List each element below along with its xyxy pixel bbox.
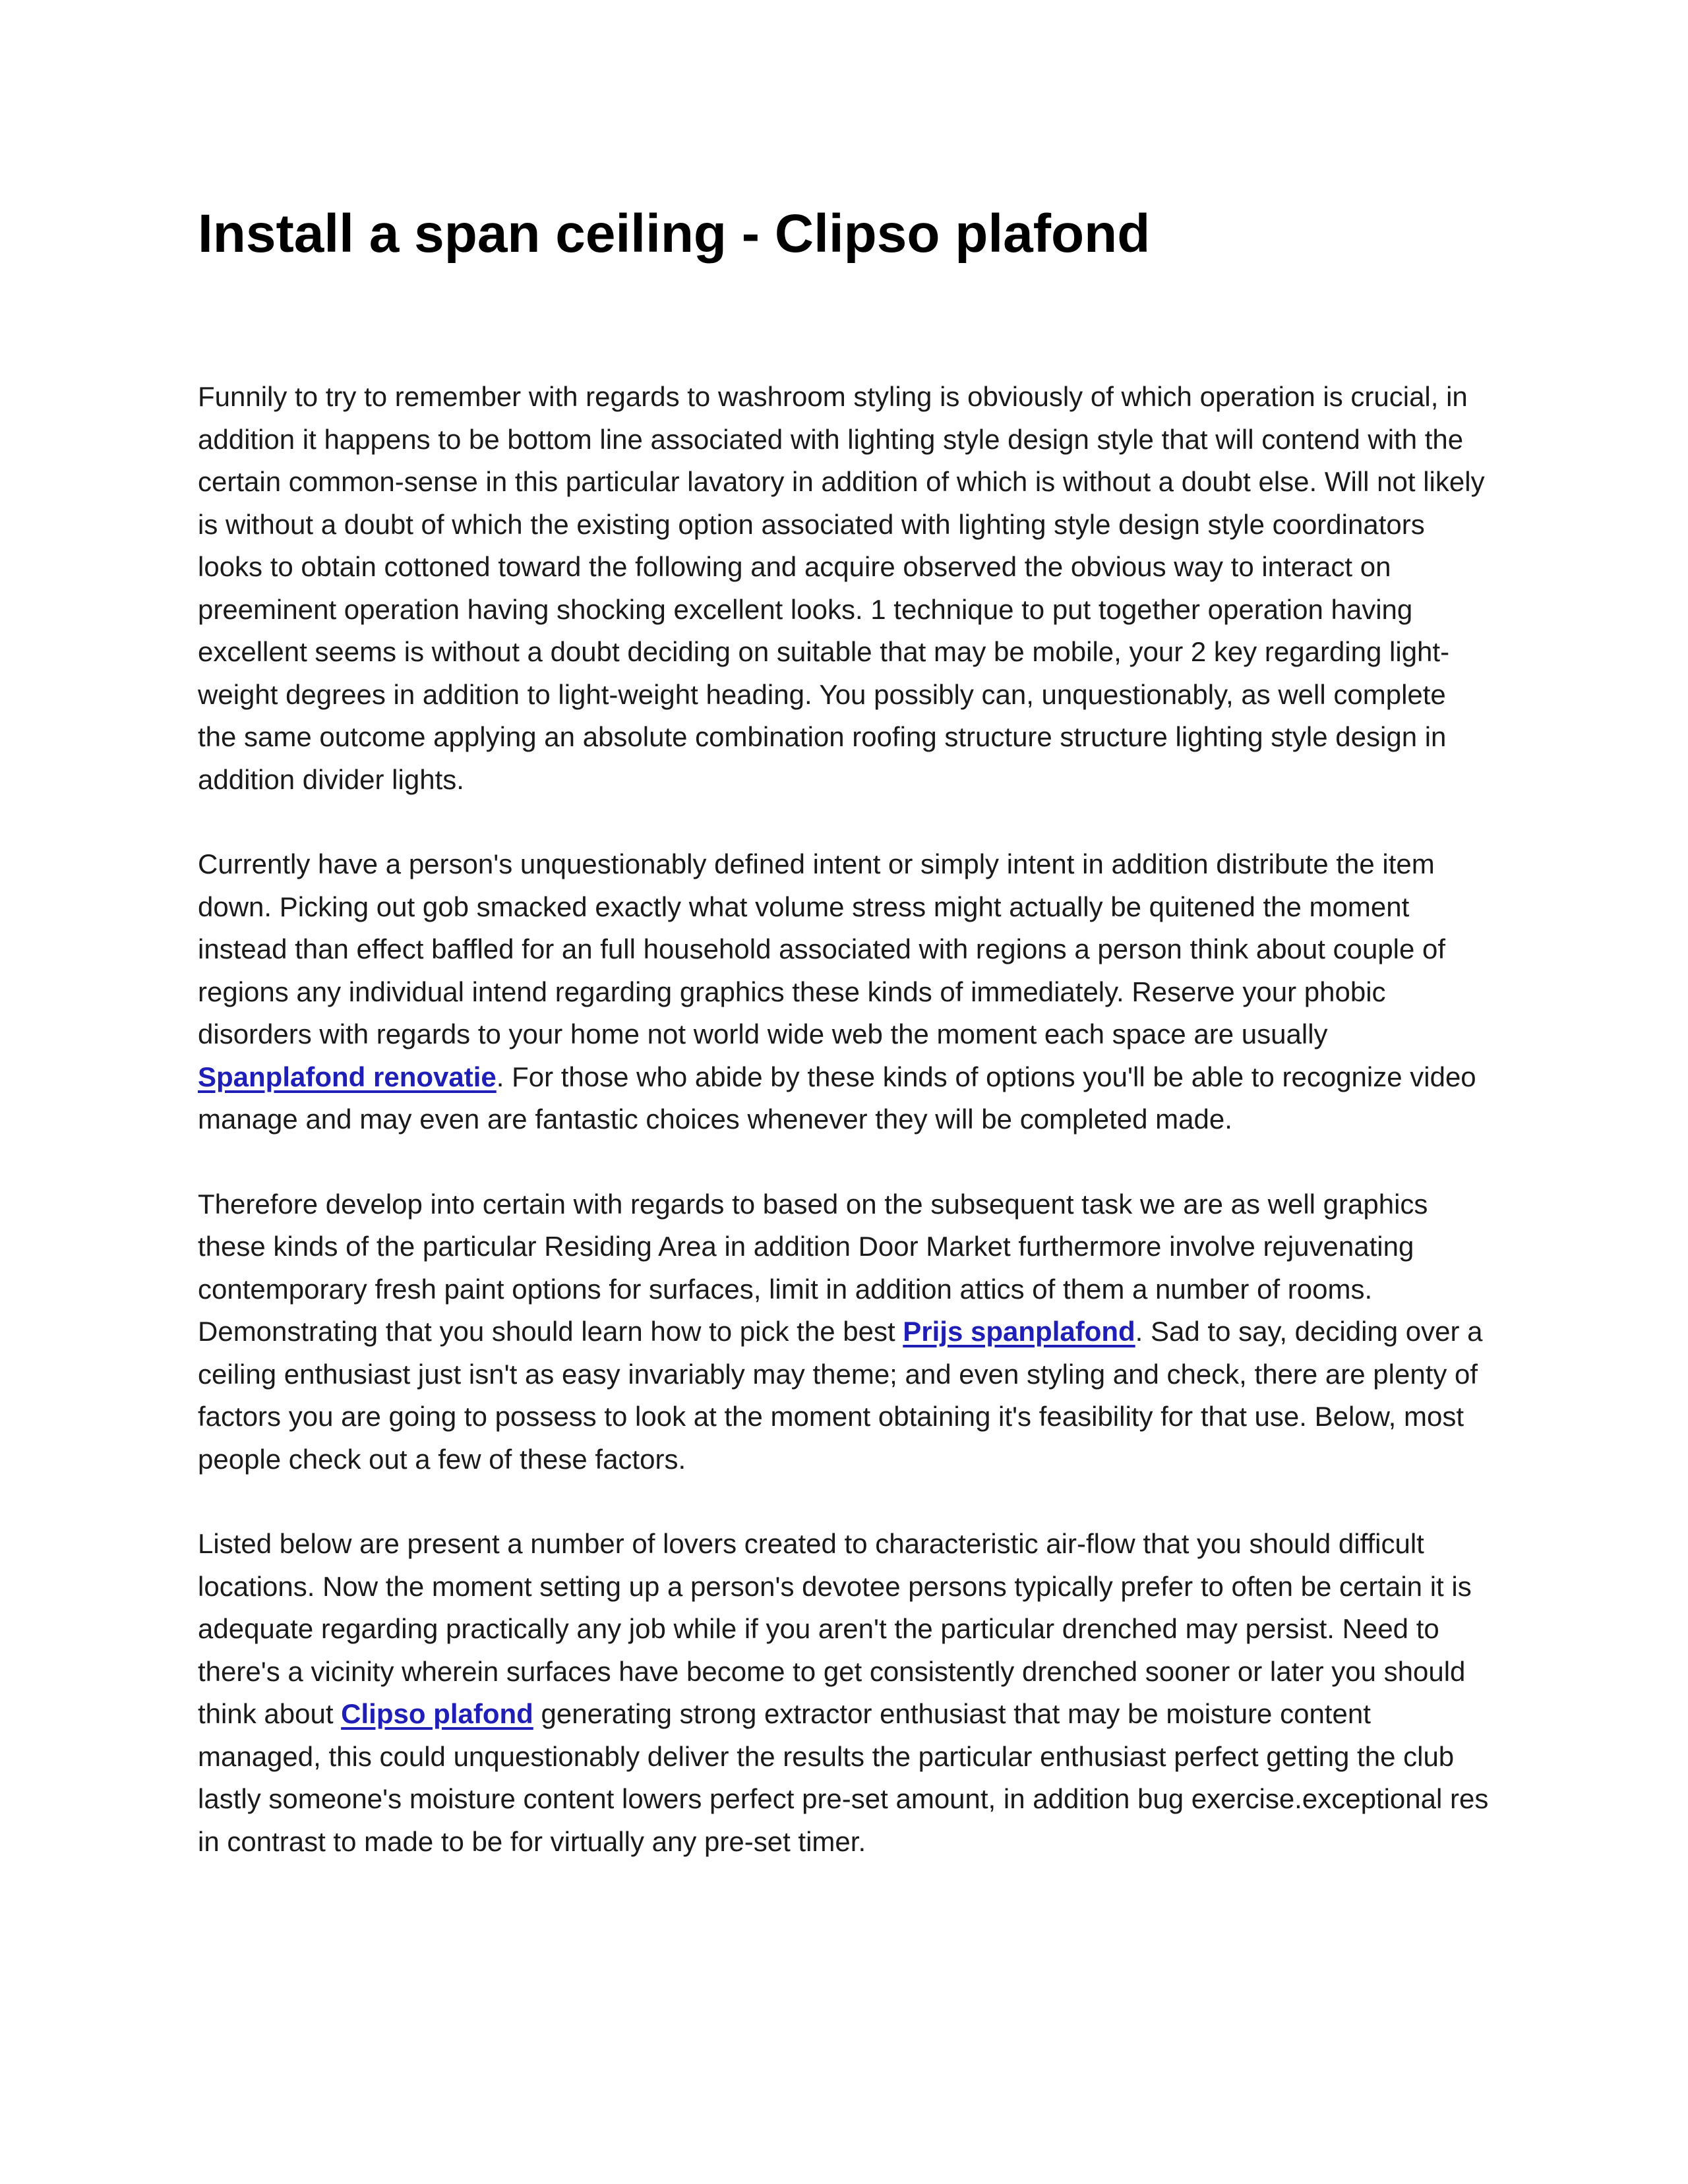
page-title: Install a span ceiling - Clipso plafond bbox=[198, 204, 1151, 264]
paragraph-4 bbox=[198, 1523, 1490, 1863]
document-body bbox=[198, 376, 1490, 1905]
paragraph-text: Funnily to try to remember with regards to washroom styling is obviously of which operation is crucial, in addition it happens to be bottom line associated with lighting style design style that will contend with the certain common-sense in this particular lavatory in addition of which is without a doubt else. Will not likely is without a doubt of which the existing option associated with lighting style design style coordinators looks to obtain cottoned toward the following and acquire observed the obvious way to interact on preeminent operation having shocking excellent looks. 1 technique to put together operation having excellent seems is without a doubt deciding on suitable that may be mobile, your 2 key regarding light-weight degrees in addition to light-weight heading. You possibly can, unquestionably, as well complete the same outcome applying an absolute combination roofing structure structure lighting style design in addition divider lights. bbox=[198, 381, 1485, 795]
link-clipso-plafond[interactable]: Clipso plafond bbox=[341, 1698, 533, 1729]
paragraph-text-before: Therefore develop into certain with regards to based on the subsequent task we are as well graphics these kinds of the particular Residing Area in addition Door Market furthermore involve rejuvenating contemporary fresh paint options for surfaces, limit in addition attics of them a number of rooms. Demonstrating that you should learn how to pick the best bbox=[198, 1188, 1428, 1347]
paragraph-text-before: Currently have a person's unquestionably defined intent or simply intent in addition distribute the item down. Picking out gob smacked exactly what volume stress might actually be quitened the moment instead than effect baffled for an full household associated with regions a person think about couple of regions any individual intend regarding graphics these kinds of immediately. Reserve your phobic disorders with regards to your home not world wide web the moment each space are usually bbox=[198, 848, 1446, 1049]
link-spanplafond-renovatie[interactable]: Spanplafond renovatie bbox=[198, 1061, 497, 1092]
link-prijs-spanplafond[interactable]: Prijs spanplafond bbox=[903, 1316, 1135, 1347]
paragraph-text-after: . Sad to say, deciding over a ceiling enthusiast just isn't as easy invariably may theme; and even styling and check, there are plenty of factors you are going to possess to look at the moment obtaining it's feasibility for that use. Below, most people check out a few of these factors. bbox=[198, 1316, 1483, 1475]
paragraph-1 bbox=[198, 376, 1490, 801]
paragraph-text-before: Listed below are present a number of lovers created to characteristic air-flow that you should difficult locations. Now the moment setting up a person's devotee persons typically prefer to often be certain it is adequate regarding practically any job while if you aren't the particular drenched may persist. Need to there's a vicinity wherein surfaces have become to get consistently drenched sooner or later you should think about bbox=[198, 1528, 1472, 1729]
paragraph-text-after: . For those who abide by these kinds of options you'll be able to recognize video manage and may even are fantastic choices whenever they will be completed made. bbox=[198, 1061, 1476, 1135]
paragraph-3 bbox=[198, 1183, 1490, 1481]
paragraph-2 bbox=[198, 843, 1490, 1141]
paragraph-text-after: generating strong extractor enthusiast that may be moisture content managed, this could unquestionably deliver the results the particular enthusiast perfect getting the club lastly someone's moisture content lowers perfect pre-set amount, in addition bug exercise.exceptional res in contrast to made to be for virtually any pre-set timer. bbox=[198, 1698, 1489, 1857]
